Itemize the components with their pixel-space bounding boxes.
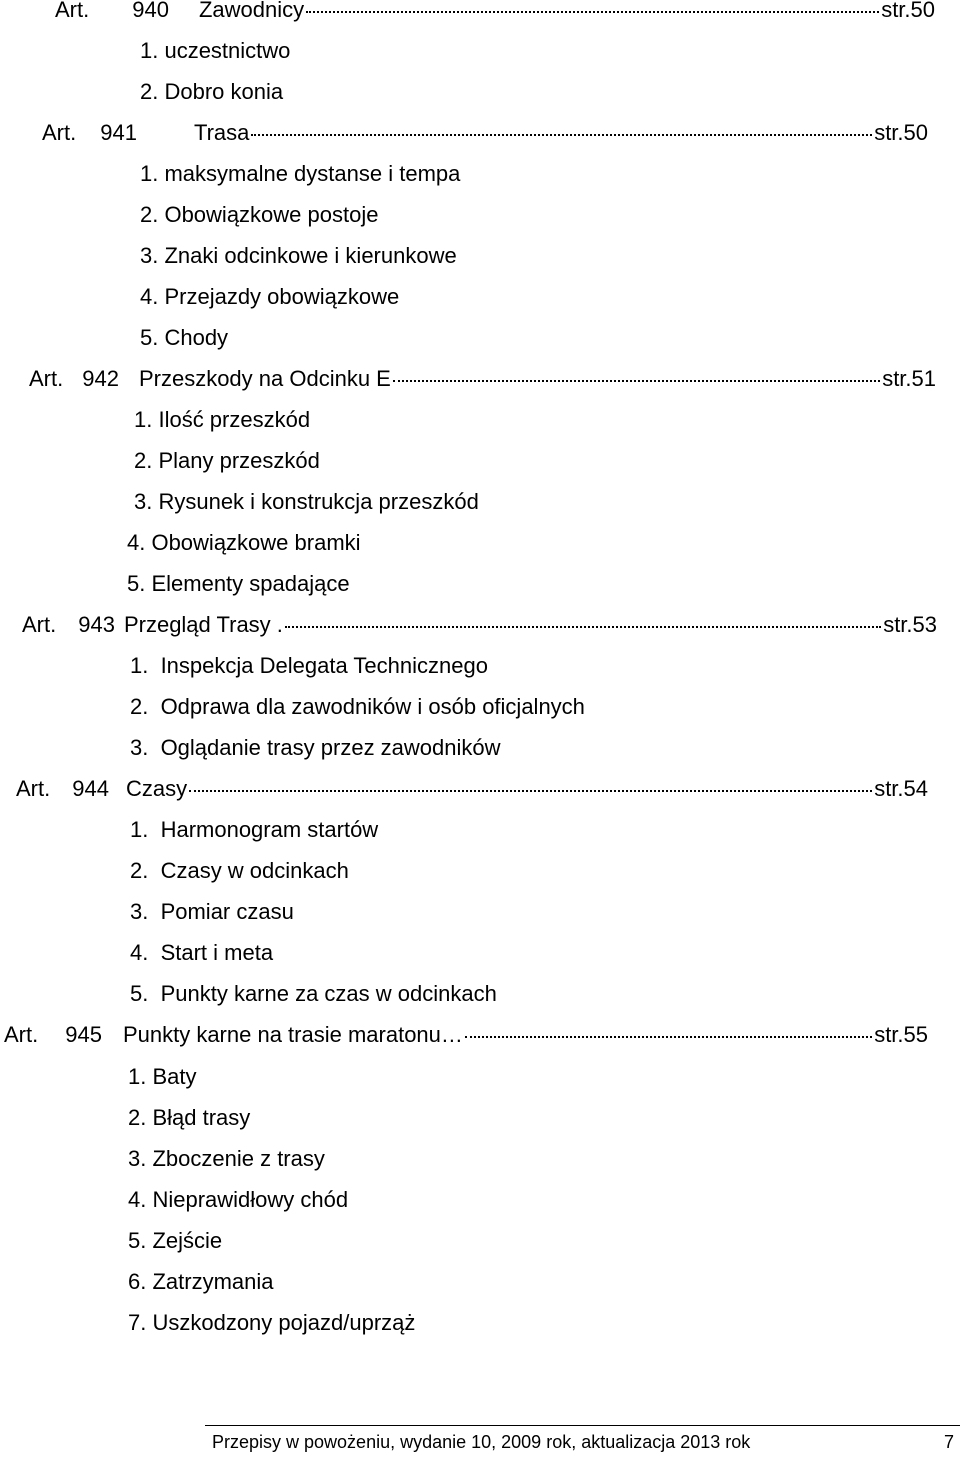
list-item: 4. Obowiązkowe bramki	[127, 530, 361, 555]
page-reference: str.51	[882, 366, 936, 391]
art-number: 943	[78, 612, 115, 637]
art-number: 944	[72, 776, 109, 801]
dot-leader	[306, 11, 879, 13]
list-item: 5. Chody	[140, 325, 229, 350]
toc-entry-942[interactable]	[29, 364, 936, 394]
list-item: 5. Zejście	[128, 1228, 223, 1253]
list-item: 1. Inspekcja Delegata Technicznego	[130, 653, 488, 678]
list-item: 3. Rysunek i konstrukcja przeszkód	[134, 489, 479, 514]
page-reference: str.50	[881, 0, 935, 22]
dot-leader	[251, 134, 872, 136]
toc-entry-941[interactable]	[42, 118, 928, 148]
art-number: 945	[65, 1022, 102, 1047]
page-reference: str.53	[883, 612, 937, 637]
art-title: Zawodnicy	[198, 0, 305, 22]
list-item: 3. Oglądanie trasy przez zawodników	[130, 735, 501, 760]
page-footer	[0, 1425, 960, 1455]
art-label: Art.	[42, 120, 77, 145]
art-title: Trasa	[193, 120, 250, 145]
list-item: 4. Nieprawidłowy chód	[128, 1187, 349, 1212]
page-reference: str.55	[874, 1022, 928, 1047]
dot-leader	[393, 380, 880, 382]
list-item: 2. Odprawa dla zawodników i osób oficjalnych	[130, 694, 585, 719]
art-number: 942	[82, 366, 119, 391]
list-item: 1. Baty	[128, 1064, 197, 1089]
list-item: 2. Czasy w odcinkach	[130, 858, 349, 883]
dot-leader	[189, 790, 872, 792]
list-item: 3. Pomiar czasu	[130, 899, 294, 924]
list-item: 2. Obowiązkowe postoje	[140, 202, 379, 227]
art-label: Art.	[4, 1022, 39, 1047]
dot-leader	[465, 1036, 872, 1038]
toc-entry-945[interactable]	[4, 1020, 928, 1050]
art-title: Przegląd Trasy .	[123, 612, 283, 637]
list-item: 1. uczestnictwo	[140, 38, 291, 63]
list-item: 2. Dobro konia	[140, 79, 284, 104]
art-number: 940	[132, 0, 169, 22]
list-item: 3. Znaki odcinkowe i kierunkowe	[140, 243, 457, 268]
art-title: Punkty karne na trasie maratonu…	[122, 1022, 463, 1047]
list-item: 6. Zatrzymania	[128, 1269, 274, 1294]
art-label: Art.	[55, 0, 90, 22]
list-item: 1. Ilość przeszkód	[134, 407, 311, 432]
art-title: Czasy	[125, 776, 188, 801]
page-reference: str.54	[874, 776, 928, 801]
toc-entry-940[interactable]	[55, 0, 935, 25]
list-item: 4. Start i meta	[130, 940, 274, 965]
art-label: Art.	[29, 366, 64, 391]
dot-leader	[285, 626, 881, 628]
list-item: 1. maksymalne dystanse i tempa	[140, 161, 461, 186]
list-item: 2. Błąd trasy	[128, 1105, 251, 1130]
footer-divider	[205, 1425, 960, 1426]
page-number: 7	[944, 1432, 955, 1452]
list-item: 1. Harmonogram startów	[130, 817, 379, 842]
list-item: 5. Elementy spadające	[127, 571, 350, 596]
art-title: Przeszkody na Odcinku E	[138, 366, 391, 391]
page-reference: str.50	[874, 120, 928, 145]
list-item: 3. Zboczenie z trasy	[128, 1146, 325, 1171]
list-item: 2. Plany przeszkód	[134, 448, 320, 473]
art-label: Art.	[22, 612, 57, 637]
toc-entry-943[interactable]	[22, 610, 937, 640]
art-label: Art.	[16, 776, 51, 801]
toc-entry-944[interactable]	[16, 774, 928, 804]
list-item: 5. Punkty karne za czas w odcinkach	[130, 981, 497, 1006]
art-number: 941	[100, 120, 137, 145]
footer-text: Przepisy w powożeniu, wydanie 10, 2009 rok, aktualizacja 2013 rok	[212, 1432, 751, 1452]
list-item: 4. Przejazdy obowiązkowe	[140, 284, 400, 309]
list-item: 7. Uszkodzony pojazd/uprząż	[128, 1310, 416, 1335]
